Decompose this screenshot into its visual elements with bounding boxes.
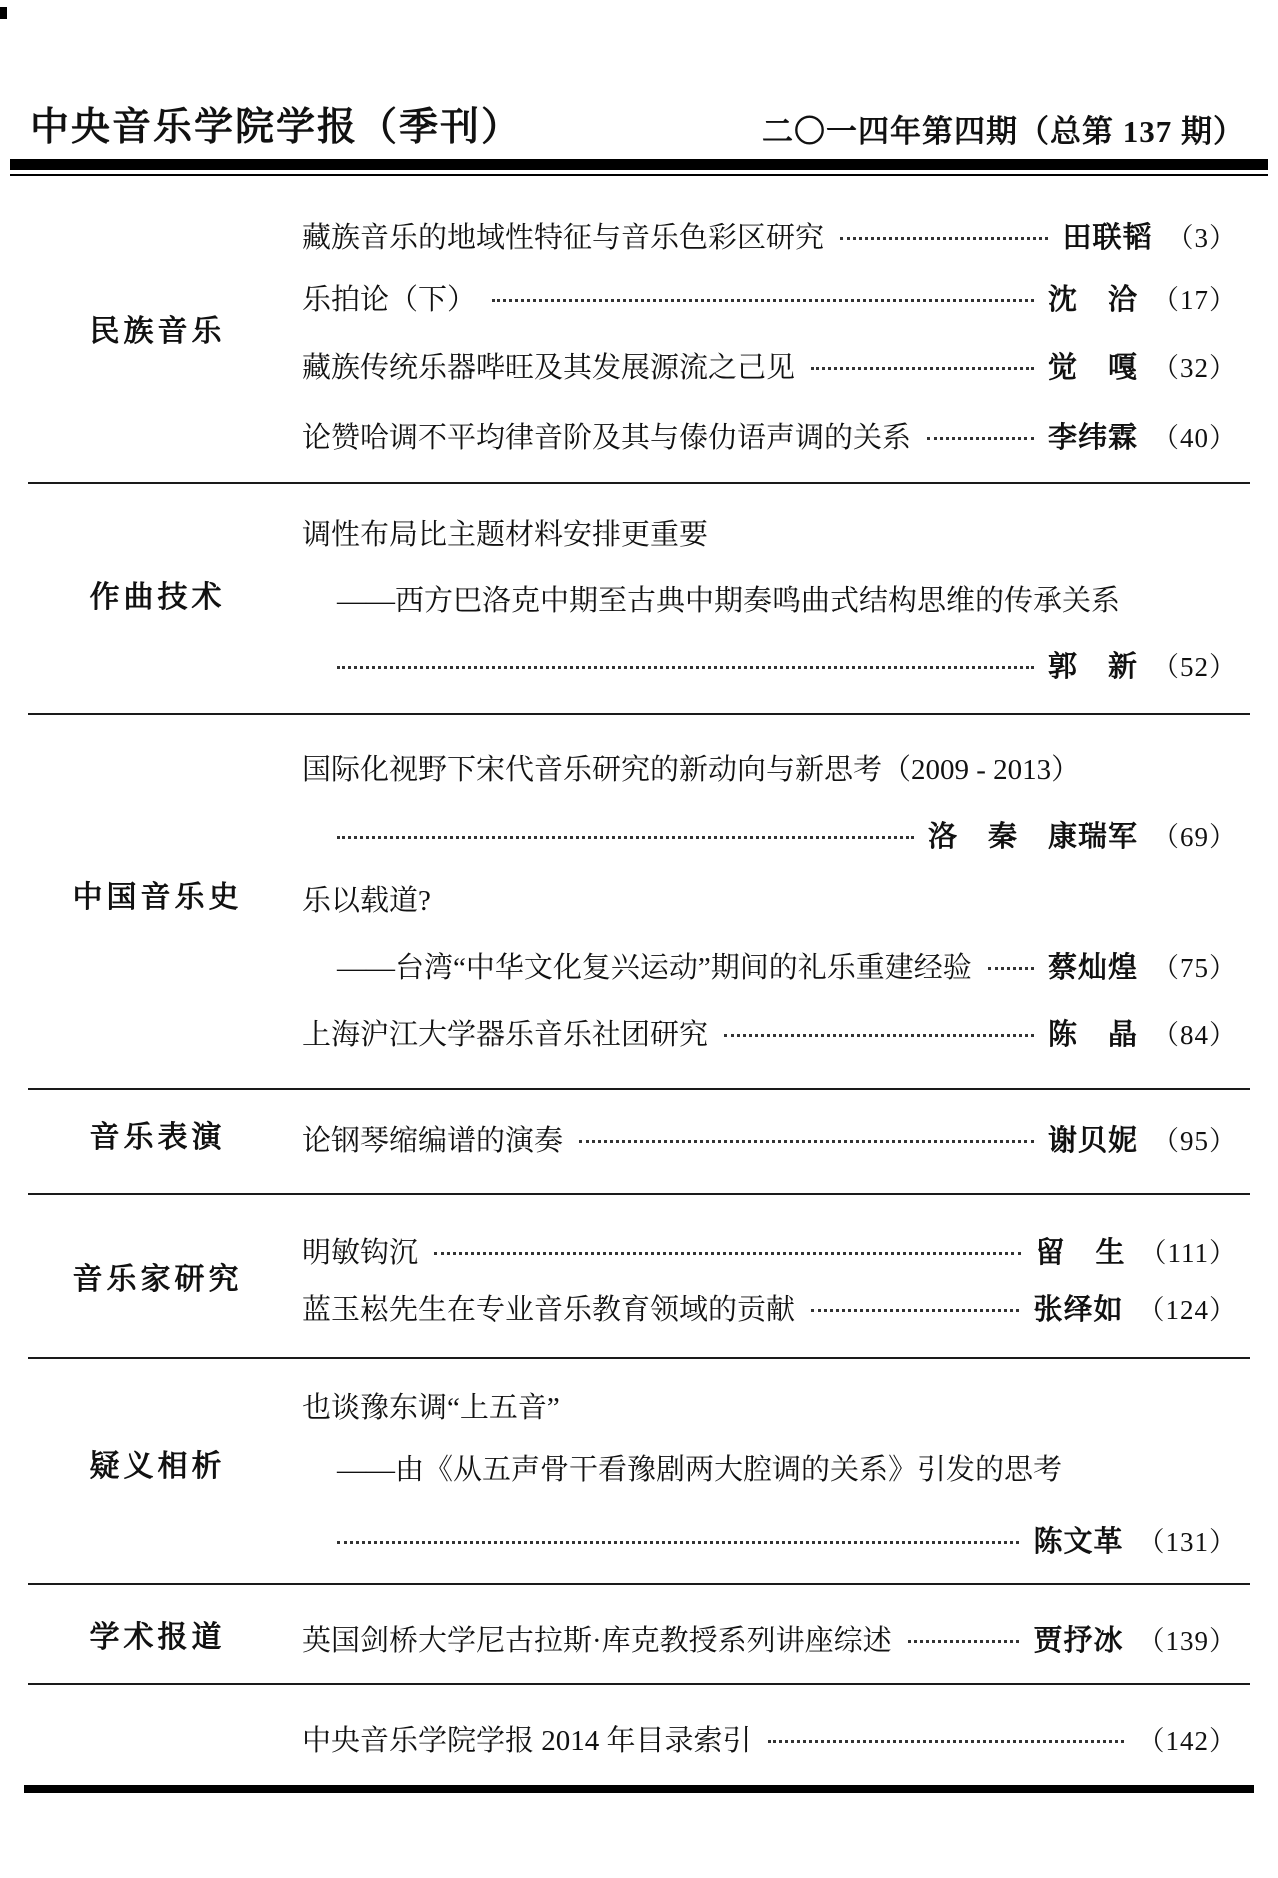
dot-leader <box>811 1309 1019 1312</box>
dot-leader <box>724 1034 1034 1037</box>
section-label-chinese-music-history: 中国音乐史 <box>72 881 243 914</box>
toc-author: 田联韬 <box>1062 221 1153 254</box>
toc-entry-row <box>302 415 1237 455</box>
toc-subtitle: ——台湾“中华文化复兴运动”期间的礼乐重建经验 <box>337 951 972 984</box>
toc-title: 论钢琴缩编谱的演奏 <box>302 1124 564 1157</box>
toc-title: 明敏钩沉 <box>302 1236 419 1269</box>
toc-entry-row <box>337 814 1237 854</box>
toc-author: 郭 新 <box>1047 650 1138 683</box>
dot-leader <box>434 1252 1021 1255</box>
dot-leader <box>768 1740 1124 1743</box>
toc-entry-row <box>302 747 1237 787</box>
toc-title: 藏族音乐的地域性特征与音乐色彩区研究 <box>302 221 825 254</box>
section-divider <box>28 1683 1250 1685</box>
section-divider <box>28 1583 1250 1585</box>
toc-page-number: （95） <box>1152 1125 1237 1156</box>
section-label-doubt-analysis: 疑义相析 <box>89 1450 226 1483</box>
toc-page-number: （3） <box>1166 222 1237 253</box>
header-rule-thin <box>10 174 1268 176</box>
toc-page-number: （40） <box>1152 422 1237 453</box>
toc-author: 觉 嘎 <box>1047 351 1138 384</box>
dot-leader <box>337 666 1034 669</box>
print-registration-mark <box>0 7 7 19</box>
toc-author: 沈 洽 <box>1047 283 1138 316</box>
toc-title: 论赞哈调不平均律音阶及其与傣仂语声调的关系 <box>302 421 912 454</box>
toc-title: 英国剑桥大学尼古拉斯·库克教授系列讲座综述 <box>302 1624 892 1657</box>
toc-author: 蔡灿煌 <box>1047 951 1138 984</box>
section-label-folk-music: 民族音乐 <box>89 315 226 348</box>
toc-entry-row <box>302 1718 1237 1758</box>
toc-author: 贾抒冰 <box>1033 1624 1124 1657</box>
toc-page-number: （69） <box>1152 821 1237 852</box>
journal-title: 中央音乐学院学报（季刊） <box>30 106 523 149</box>
toc-page-number: （52） <box>1152 651 1237 682</box>
toc-entry-row <box>337 945 1237 985</box>
toc-entry-row <box>302 1012 1237 1052</box>
toc-title: 调性布局比主题材料安排更重要 <box>302 518 709 551</box>
toc-subtitle: ——西方巴洛克中期至古典中期奏鸣曲式结构思维的传承关系 <box>337 584 1121 617</box>
toc-title: 乐以载道? <box>302 884 431 917</box>
toc-entry-row <box>302 878 1237 918</box>
section-divider <box>28 482 1250 484</box>
toc-page-number: （32） <box>1152 352 1237 383</box>
toc-entry-row <box>302 512 1237 552</box>
section-divider <box>28 1357 1250 1359</box>
dot-leader <box>337 836 914 839</box>
toc-title: 也谈豫东调“上五音” <box>302 1391 560 1424</box>
toc-title: 蓝玉崧先生在专业音乐教育领域的贡献 <box>302 1293 796 1326</box>
toc-page-number: （84） <box>1152 1019 1237 1050</box>
toc-page-number: （139） <box>1137 1625 1237 1656</box>
toc-author: 留 生 <box>1035 1236 1126 1269</box>
toc-page-number: （142） <box>1137 1725 1237 1756</box>
toc-author: 陈 晶 <box>1047 1018 1138 1051</box>
toc-entry-row <box>337 1447 1237 1487</box>
section-divider <box>28 713 1250 715</box>
toc-page-number: （111） <box>1139 1237 1237 1268</box>
toc-entry-row <box>302 345 1237 385</box>
toc-entry-row <box>337 1519 1237 1559</box>
toc-title: 乐拍论（下） <box>302 283 477 316</box>
dot-leader <box>908 1640 1020 1643</box>
dot-leader <box>840 237 1048 240</box>
toc-title: 国际化视野下宋代音乐研究的新动向与新思考（2009 - 2013） <box>302 753 1081 786</box>
toc-page-number: （75） <box>1152 952 1237 983</box>
toc-entry-row <box>302 1118 1237 1158</box>
header-rule-thick <box>10 159 1268 170</box>
section-divider <box>28 1193 1250 1195</box>
section-label-academic-report: 学术报道 <box>89 1621 226 1654</box>
section-label-musician-studies: 音乐家研究 <box>72 1263 243 1296</box>
toc-title: 上海沪江大学器乐音乐社团研究 <box>302 1018 709 1051</box>
dot-leader <box>579 1140 1034 1143</box>
toc-entry-row <box>302 1618 1237 1658</box>
toc-author: 谢贝妮 <box>1047 1124 1138 1157</box>
section-divider <box>28 1088 1250 1090</box>
toc-author: 陈文革 <box>1033 1525 1124 1558</box>
toc-entry-row <box>302 1230 1237 1270</box>
toc-author: 张绎如 <box>1033 1293 1124 1326</box>
toc-author: 洛 秦 康瑞军 <box>927 820 1138 853</box>
toc-page-number: （17） <box>1152 284 1237 315</box>
dot-leader <box>927 437 1034 440</box>
toc-entry-row <box>337 644 1237 684</box>
toc-page-number: （124） <box>1137 1294 1237 1325</box>
toc-page-number: （131） <box>1137 1526 1237 1557</box>
toc-title: 藏族传统乐器哔旺及其发展源流之己见 <box>302 351 796 384</box>
dot-leader <box>811 367 1034 370</box>
section-label-composition-technique: 作曲技术 <box>89 581 226 614</box>
issue-info: 二〇一四年第四期（总第 137 期） <box>762 114 1245 149</box>
toc-entry-row <box>302 1287 1237 1327</box>
toc-entry-row <box>302 215 1237 255</box>
toc-author: 李纬霖 <box>1047 421 1138 454</box>
toc-entry-row <box>337 578 1237 618</box>
dot-leader <box>492 299 1034 302</box>
toc-title: 中央音乐学院学报 2014 年目录索引 <box>302 1724 752 1757</box>
toc-entry-row <box>302 277 1237 317</box>
section-label-music-performance: 音乐表演 <box>89 1121 226 1154</box>
toc-subtitle: ——由《从五声骨干看豫剧两大腔调的关系》引发的思考 <box>337 1453 1063 1486</box>
dot-leader <box>988 967 1034 970</box>
footer-rule-thick <box>24 1785 1254 1793</box>
toc-entry-row <box>302 1385 1237 1425</box>
dot-leader <box>337 1541 1019 1544</box>
